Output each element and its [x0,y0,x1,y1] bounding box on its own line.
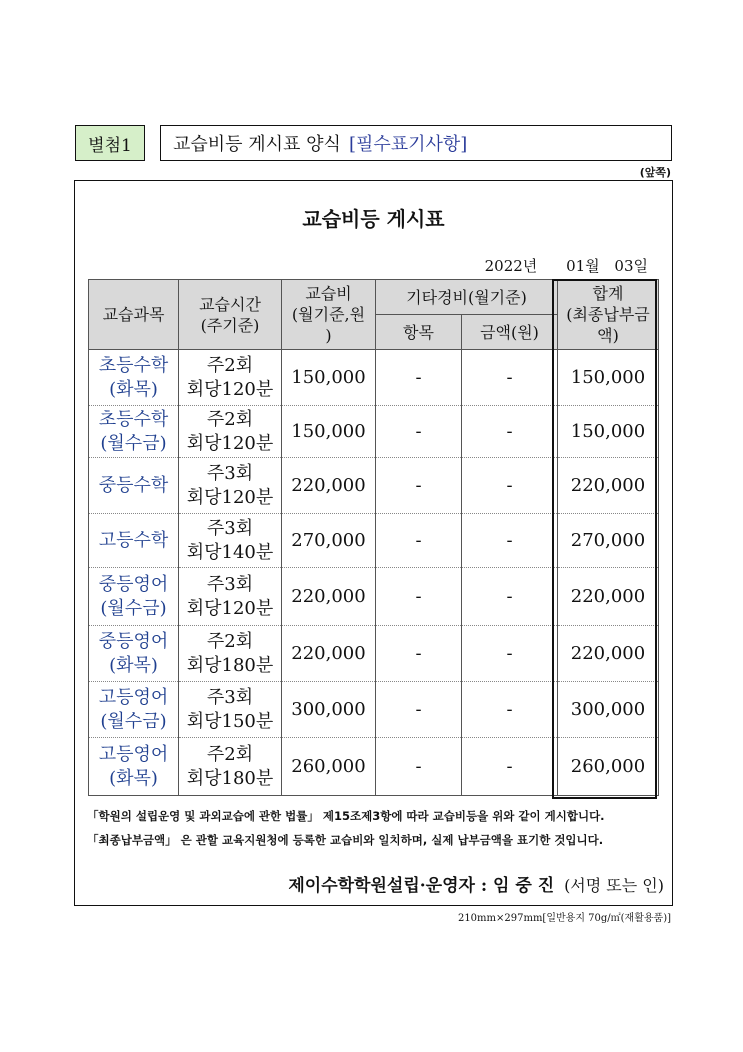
attachment-label: 별첨1 [75,125,145,161]
cell-hours: 주3회 회당150분 [179,682,282,738]
date [481,255,648,276]
cell-amount: - [462,406,558,458]
cell-hours: 주2회 회당180분 [179,626,282,682]
header-fee: 교습비 (월기준,원 ) [282,280,376,350]
cell-amount: - [462,682,558,738]
cell-total: 270,000 [558,514,659,568]
table-row [89,458,659,514]
cell-amount: - [462,568,558,626]
cell-item: - [376,626,462,682]
required-note: [필수표기사항] [348,134,468,155]
cell-subject: 고등영어 (월수금) [89,682,179,738]
cell-total: 220,000 [558,626,659,682]
cell-subject: 초등수학 (화목) [89,350,179,406]
cell-subject: 고등영어 (화목) [89,738,179,796]
cell-fee: 220,000 [282,458,376,514]
cell-fee: 270,000 [282,514,376,568]
cell-fee: 220,000 [282,568,376,626]
cell-total: 220,000 [558,458,659,514]
note-final-amount: 「최종납부금액」 은 관할 교육지원청에 등록한 교습비와 일치하며, 실제 납부금액을 표기한 것입니다. [87,833,604,847]
cell-item: - [376,682,462,738]
cell-fee: 150,000 [282,350,376,406]
cell-total: 260,000 [558,738,659,796]
table-row [89,514,659,568]
cell-total: 150,000 [558,406,659,458]
cell-fee: 150,000 [282,406,376,458]
cell-hours: 주2회 회당120분 [179,350,282,406]
signature-line [288,871,664,896]
date-month: 01월 [566,257,600,275]
cell-fee: 300,000 [282,682,376,738]
cell-amount: - [462,626,558,682]
cell-item: - [376,406,462,458]
cell-hours: 주3회 회당140분 [179,514,282,568]
header-item: 항목 [376,315,462,350]
cell-subject: 중등수학 [89,458,179,514]
table-row [89,626,659,682]
note-legal: 「학원의 설립운영 및 과외교습에 관한 법률」 제15조제3항에 따라 교습비등을 위와 같이 게시합니다. [87,809,605,823]
cell-subject: 초등수학 (월수금) [89,406,179,458]
date-year: 2022년 [484,257,538,275]
cell-item: - [376,458,462,514]
table-row [89,350,659,406]
cell-total: 220,000 [558,568,659,626]
signature-note: (서명 또는 인) [564,876,664,895]
header-hours: 교습시간 (주기준) [179,280,282,350]
cell-item: - [376,350,462,406]
cell-hours: 주3회 회당120분 [179,458,282,514]
signature-text: 제이수학학원설립·운영자 : 임 중 진 [288,876,555,896]
header-subject: 교습과목 [89,280,179,350]
table-row [89,406,659,458]
document-title: 교습비등 게시표 [302,207,445,231]
header-amount: 금액(원) [462,315,558,350]
cell-subject: 중등영어 (월수금) [89,568,179,626]
notice-frame [74,180,673,906]
cell-hours: 주3회 회당120분 [179,568,282,626]
cell-subject: 중등영어 (화목) [89,626,179,682]
cell-amount: - [462,350,558,406]
cell-hours: 주2회 회당180분 [179,738,282,796]
cell-item: - [376,568,462,626]
table-row [89,568,659,626]
cell-amount: - [462,458,558,514]
cell-amount: - [462,738,558,796]
form-title-box [160,125,672,161]
cell-subject: 고등수학 [89,514,179,568]
table-row [89,738,659,796]
cell-total: 150,000 [558,350,659,406]
table-row [89,682,659,738]
header-total: 합계 (최종납부금 액) [558,280,659,350]
cell-total: 300,000 [558,682,659,738]
cell-item: - [376,738,462,796]
cell-hours: 주2회 회당120분 [179,406,282,458]
side-label: (앞쪽) [639,166,671,179]
form-title: 교습비등 게시표 양식 [173,134,341,155]
cell-fee: 260,000 [282,738,376,796]
header-other-costs: 기타경비(월기준) [376,280,558,315]
cell-fee: 220,000 [282,626,376,682]
cell-item: - [376,514,462,568]
cell-amount: - [462,514,558,568]
paper-spec: 210mm×297mm[일반용지 70g/㎡(재활용품)] [457,913,671,924]
fee-table [88,279,659,796]
date-day: 03일 [614,257,648,275]
